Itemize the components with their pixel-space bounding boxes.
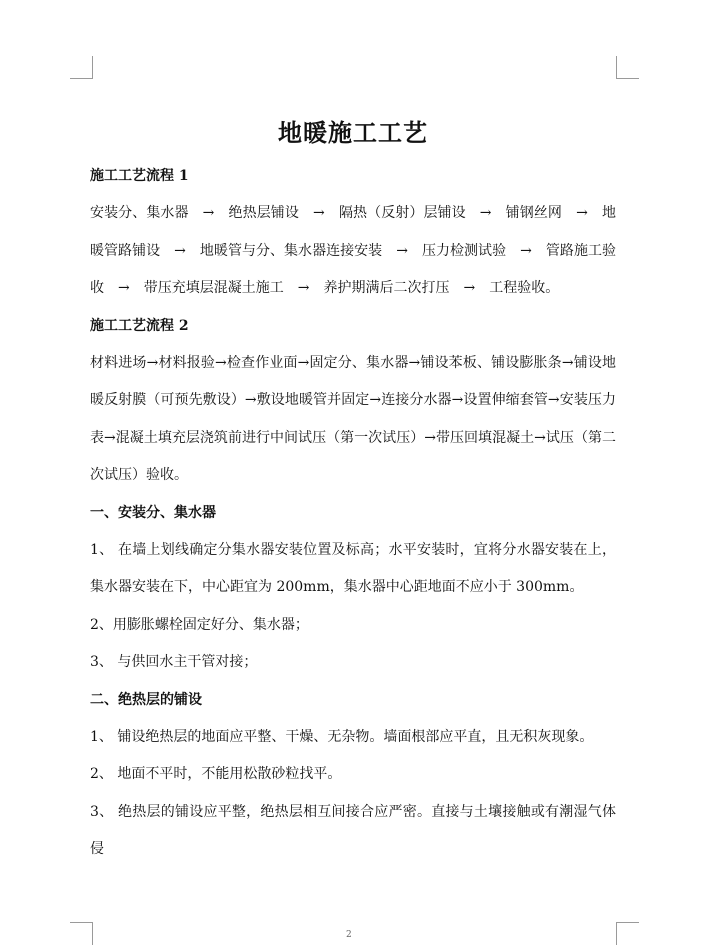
crop-mark-bottom-right bbox=[616, 922, 639, 945]
crop-mark-bottom-left bbox=[70, 922, 93, 945]
paragraph: 3、 绝热层的铺设应平整，绝热层相互间接合应严密。直接与土壤接触或有潮湿气体侵 bbox=[90, 803, 616, 857]
crop-mark-top-left bbox=[70, 56, 93, 79]
paragraph: 3、 与供回水主干管对接； bbox=[90, 654, 258, 670]
paragraph: 材料进场→材料报验→检查作业面→固定分、集水器→铺设苯板、铺设膨胀条→铺设地暖反射膜（可预先敷设）→敷设地暖管并固定→连接分水器→设置伸缩套管→安装压力表→混凝土填充层浇筑前进行中间试压（第一次试压）→带压回填混凝土→试压（第二次试压）验收。 bbox=[90, 354, 616, 483]
paragraph: 2、用膨胀螺栓固定好分、集水器； bbox=[90, 616, 309, 633]
section-install-manifold bbox=[90, 495, 616, 682]
paragraph: 安装分、集水器 → 绝热层铺设 → 隔热（反射）层铺设 → 铺钢丝网 → 地暖管路铺设 → 地暖管与分、集水器连接安装 → 压力检测试验 → 管路施工验收 → 带压充填层混凝土施工 → 养护期满后二次打压 → 工程验收。 bbox=[90, 205, 616, 296]
paragraph: 1、 铺设绝热层的地面应平整、干燥、无杂物。墙面根部应平直，且无积灰现象。 bbox=[90, 728, 594, 745]
crop-mark-top-right bbox=[616, 56, 639, 79]
section-heading: 施工工艺流程 1 bbox=[90, 168, 189, 184]
section-heading: 二、绝热层的铺设 bbox=[90, 691, 202, 708]
page-number: 2 bbox=[346, 930, 352, 940]
document-body bbox=[90, 112, 616, 869]
section-flow-1 bbox=[90, 158, 616, 308]
section-heading: 施工工艺流程 2 bbox=[90, 317, 189, 334]
section-heading: 一、安装分、集水器 bbox=[90, 504, 216, 521]
document-title: 地暖施工工艺 bbox=[278, 118, 428, 147]
section-flow-2 bbox=[90, 308, 616, 495]
paragraph: 1、 在墙上划线确定分集水器安装位置及标高；水平安装时，宜将分水器安装在上，集水器安装在下，中心距宜为 200mm，集水器中心距地面不应小于 300mm。 bbox=[90, 541, 616, 595]
paragraph: 2、 地面不平时，不能用松散砂粒找平。 bbox=[90, 766, 342, 782]
section-insulation-layer bbox=[90, 682, 616, 869]
